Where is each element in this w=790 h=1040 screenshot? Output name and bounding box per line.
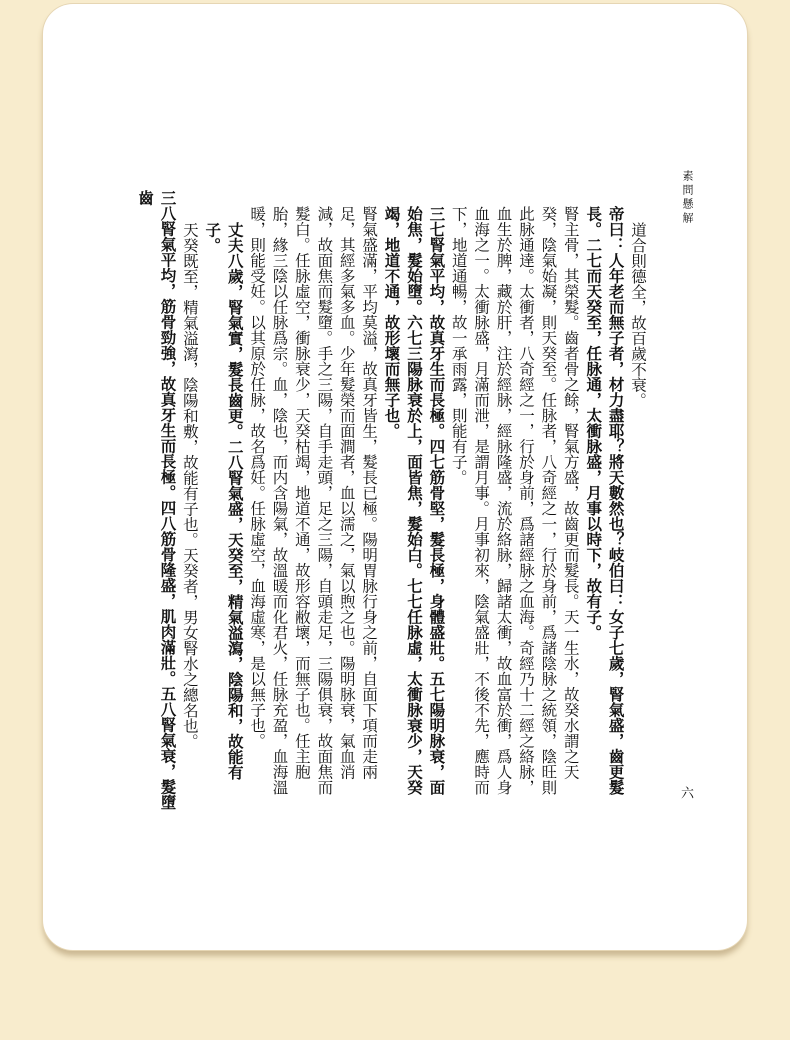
paragraph: 腎主骨，其榮髮。齒者骨之餘，腎氣方盛，故齒更而髮長。天一生水，故癸水謂之天癸，陰氣始凝，則天癸至。任脉者，八奇經之一，行於身前，爲諸陰脉之統領，陰旺則此脉通達。太衝者，八奇經之一，行於身前，爲諸經脉之血海。奇經乃十二經之絡脉，血生於脾，藏於肝，注於經脉，經脉隆盛，流於絡脉，歸諸太衝，故血富於衝，爲人身血海之一。太衝脉盛，月滿而泄，是謂月事。月事初來，陰氣盛壯，不後不先，應時而下，地道通暢，故一承雨露，則能有子。	[449, 206, 580, 795]
paragraph: 道合則德全，故百歲不衰。	[629, 222, 647, 408]
body-text	[136, 190, 649, 810]
paragraph: 三八腎氣平均，筋骨勁強，故真牙生而長極。四八筋骨隆盛，肌肉滿壯。五八腎氣衰，髮墮齒	[136, 190, 178, 810]
paragraph: 天癸既至，精氣溢瀉，陰陽和敷，故能有子也。天癸者，男女腎水之總名也。	[180, 222, 199, 749]
paragraph: 丈夫八歲，腎氣實，髮長齒更。二八腎氣盛，天癸至，精氣溢瀉，陰陽和，故能有子。	[203, 222, 245, 780]
book-page	[43, 4, 747, 950]
paragraph: 腎氣盛滿，平均莫溢，故真牙皆生，髮長已極。陽明胃脉行身之前，自面下項而走兩足，其經多氣多血。少年髮榮而面澗者，血以濡之，氣以煦之也。陽明脉衰，氣血消減，故面焦而髮墮。手之三陽，自手走頭，足之三陽，自頭走足，三陽俱衰，故面焦而髮白。任脉虛空，衝脉衰少，天癸枯竭，地道不通，故形容敝壞，而無子也。任主胞胎，緣三陰以任脉爲宗。血，陰也，而内含陽氣，故溫暖而化君火，任脉充盈，血海溫暖，則能受妊。以其原於任脉，故名爲妊。任脉虛空，血海虛寒，是以無子也。	[248, 206, 379, 795]
page-number: 六	[678, 786, 693, 799]
paragraph: 帝曰：人年老而無子者，材力盡耶？將天數然也？岐伯曰：女子七歲，腎氣盛，齒更髮長。二七而天癸至，任脉通，太衝脉盛，月事以時下，故有子。	[584, 206, 626, 795]
page-card	[43, 4, 747, 950]
running-header: 素問懸解	[681, 170, 694, 226]
paragraph: 三七腎氣平均，故真牙生而長極。四七筋骨堅，髮長極，身體盛壯。五七陽明脉衰，面始焦，髮始墮。六七三陽脉衰於上，面皆焦，髮始白。七七任脉虛，太衝脉衰少，天癸竭，地道不通，故形壞而無子也。	[382, 206, 447, 795]
